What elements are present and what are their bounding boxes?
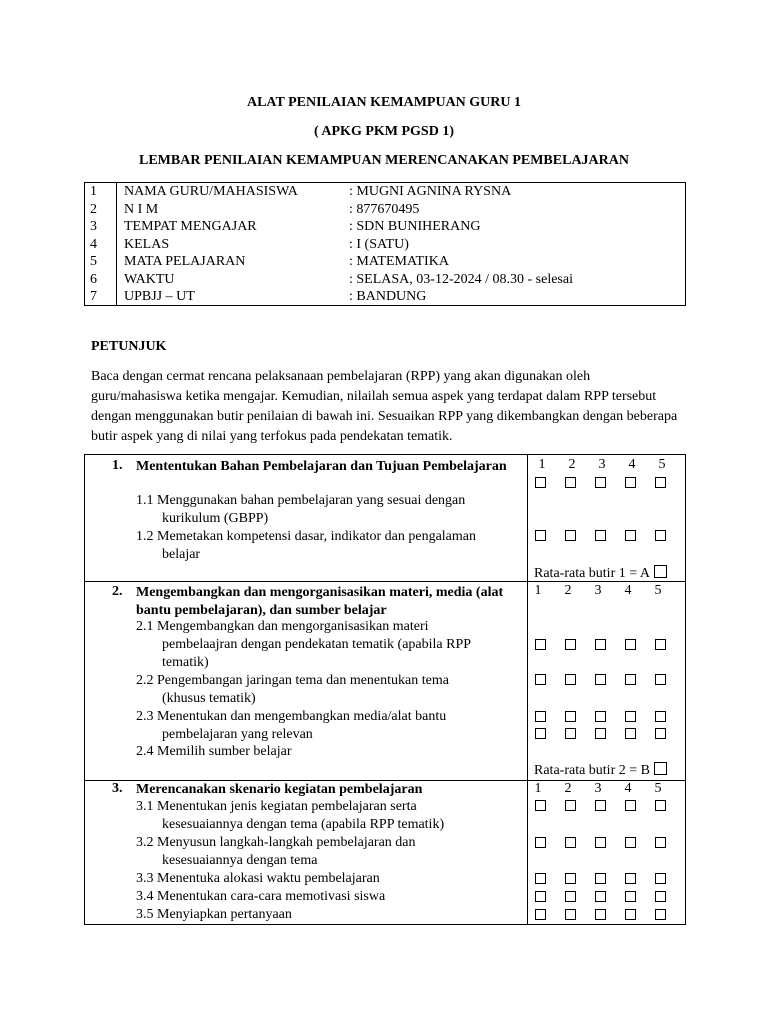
criterion-item: 2.2 Pengembangan jaringan tema dan menentukan tema (khusus tematik) — [136, 673, 449, 706]
score-checkbox[interactable] — [595, 728, 606, 739]
criterion-item: 1.1 Menggunakan bahan pembelajaran yang sesuai dengan kurikulum (GBPP) — [136, 493, 466, 526]
score-checkbox[interactable] — [625, 873, 636, 884]
score-checkbox[interactable] — [535, 800, 546, 811]
score-checkbox[interactable] — [535, 891, 546, 902]
criterion-item: 3.5 Menyiapkan pertanyaan — [136, 907, 292, 922]
score-checkbox[interactable] — [655, 530, 666, 541]
criterion-item: 1.2 Memetakan kompetensi dasar, indikator dan pengalaman belajar — [136, 529, 476, 562]
score-checkbox[interactable] — [625, 530, 636, 541]
score-checkbox[interactable] — [535, 873, 546, 884]
score-checkbox[interactable] — [535, 909, 546, 920]
score-checkbox[interactable] — [535, 477, 546, 488]
score-checkbox[interactable] — [535, 728, 546, 739]
score-checkbox[interactable] — [565, 728, 576, 739]
score-checkbox[interactable] — [655, 837, 666, 848]
score-checkbox[interactable] — [595, 800, 606, 811]
score-checkbox[interactable] — [595, 639, 606, 650]
section-title: Mententukan Bahan Pembelajaran dan Tujuan Pembelajaran — [136, 459, 507, 474]
identity-row: 3 TEMPAT MENGAJAR : SDN BUNIHERANG — [90, 219, 481, 234]
section-number: 1. — [112, 458, 123, 473]
score-checkbox[interactable] — [565, 530, 576, 541]
score-checkbox[interactable] — [595, 909, 606, 920]
score-checkbox[interactable] — [655, 728, 666, 739]
score-checkbox[interactable] — [565, 837, 576, 848]
score-checkbox[interactable] — [655, 873, 666, 884]
assessment-table: 1. Mententukan Bahan Pembelajaran dan Tujuan Pembelajaran 1.1 Menggunakan bahan pembelajaran yang sesuai dengan kurikulum (GBPP) 1.2 Memetakan kompetensi dasar, indikator dan pengalaman belajar 1 2 3 4 5 Rata-rata butir 1 = A 2. Mengembangkan dan mengorganisasikan materi, media (alat bantu pembelajaran), dan sumber belajar 2.1 Mengembangkan dan mengorganisasikan materi pembelaajran dengan pendekatan tematik (apabila RPP tematik) 2.2 Pengembangan jaringan tema dan menentukan tema (khusus tematik) 2.3 Menentukan dan mengembangkan media/alat bantu pembelajaran yang relevan 2.4 Memilih sumber belajar 1 2 3 4 5 Rata-rata butir 2 = B 3. Merencanakan skenario kegiatan pembelajaran 3.1 Menentukan jenis kegiatan pembelajaran serta kesesuaiannya dengan tema (apabila RPP tematik) 3.2 Menyusun langkah-langkah pembelajaran dan kesesuaiannya dengan tema 3.3 Menentuka alokasi waktu pembelajaran 3.4 Menentukan cara-cara memotivasi siswa 3.5 Menyiapkan pertanyaan 1 2 3 4 5 — [84, 454, 686, 925]
score-checkbox[interactable] — [535, 711, 546, 722]
score-checkbox[interactable] — [595, 873, 606, 884]
score-checkbox[interactable] — [655, 477, 666, 488]
score-checkbox[interactable] — [565, 909, 576, 920]
score-checkbox[interactable] — [625, 891, 636, 902]
identity-row: 7 UPBJJ – UT : BANDUNG — [90, 289, 427, 304]
score-checkbox[interactable] — [535, 639, 546, 650]
identity-row: 5 MATA PELAJARAN : MATEMATIKA — [90, 254, 449, 269]
criterion-item: 3.1 Menentukan jenis kegiatan pembelajaran serta kesesuaiannya dengan tema (apabila RPP tematik) — [136, 799, 445, 832]
score-checkbox[interactable] — [535, 674, 546, 685]
score-checkbox[interactable] — [595, 837, 606, 848]
instructions-heading: PETUNJUK — [91, 339, 167, 354]
criterion-item: 3.3 Menentuka alokasi waktu pembelajaran — [136, 871, 380, 886]
score-checkbox[interactable] — [625, 800, 636, 811]
score-checkbox[interactable] — [655, 711, 666, 722]
average-box[interactable] — [654, 762, 667, 775]
score-checkbox[interactable] — [625, 639, 636, 650]
criterion-item: 2.3 Menentukan dan mengembangkan media/alat bantu pembelajaran yang relevan — [136, 709, 447, 742]
score-checkbox[interactable] — [595, 530, 606, 541]
doc-subtitle: ( APKG PKM PGSD 1) — [314, 124, 454, 139]
score-checkbox[interactable] — [655, 674, 666, 685]
criterion-item: 2.1 Mengembangkan dan mengorganisasikan materi pembelaajran dengan pendekatan tematik (apabila RPP tematik) — [136, 619, 472, 670]
criterion-item: 2.4 Memilih sumber belajar — [136, 744, 292, 759]
section-number: 2. — [112, 584, 123, 599]
score-checkbox[interactable] — [655, 891, 666, 902]
score-checkbox[interactable] — [595, 711, 606, 722]
score-checkbox[interactable] — [565, 800, 576, 811]
criterion-item: 3.4 Menentukan cara-cara memotivasi siswa — [136, 889, 386, 904]
score-checkbox[interactable] — [655, 639, 666, 650]
score-checkbox[interactable] — [535, 530, 546, 541]
score-checkbox[interactable] — [625, 837, 636, 848]
identity-row: 1 NAMA GURU/MAHASISWA : MUGNI AGNINA RYSNA — [90, 184, 512, 199]
score-checkbox[interactable] — [625, 728, 636, 739]
score-checkbox[interactable] — [655, 800, 666, 811]
score-checkbox[interactable] — [655, 909, 666, 920]
score-checkbox[interactable] — [565, 873, 576, 884]
score-checkbox[interactable] — [625, 477, 636, 488]
score-checkbox[interactable] — [565, 639, 576, 650]
average-score: Rata-rata butir 1 = A — [534, 565, 667, 582]
average-box[interactable] — [654, 565, 667, 578]
section-title: Mengembangkan dan mengorganisasikan materi, media (alat bantu pembelajaran), dan sumber belajar — [136, 585, 504, 618]
identity-row: 4 KELAS : I (SATU) — [90, 236, 409, 252]
average-score: Rata-rata butir 2 = B — [534, 762, 667, 779]
identity-table — [84, 182, 686, 306]
section-number: 3. — [112, 781, 123, 796]
score-checkbox[interactable] — [595, 674, 606, 685]
score-checkbox[interactable] — [595, 891, 606, 902]
doc-title: ALAT PENILAIAN KEMAMPUAN GURU 1 — [246, 95, 522, 110]
score-checkbox[interactable] — [625, 711, 636, 722]
section-title: Merencanakan skenario kegiatan pembelajaran — [136, 782, 423, 797]
score-checkbox[interactable] — [565, 674, 576, 685]
criterion-item: 3.2 Menyusun langkah-langkah pembelajaran dan kesesuaiannya dengan tema — [136, 835, 416, 868]
score-checkbox[interactable] — [625, 909, 636, 920]
score-checkbox[interactable] — [625, 674, 636, 685]
instructions-text: Baca dengan cermat rencana pelaksanaan pembelajaran (RPP) yang akan digunakan oleh guru/mahasiswa ketika mengajar. Kemudian, nilailah semua aspek yang terdapat dalam RPP tersebut dengan menggunakan butir penilaian di bawah ini. Sesuaikan RPP yang dikembangkan dengan beberapa butir aspek yang di nilai yang terfokus pada pendekatan tematik. — [91, 369, 678, 444]
doc-sheet-title: LEMBAR PENILAIAN KEMAMPUAN MERENCANAKAN PEMBELAJARAN — [139, 153, 629, 168]
score-checkbox[interactable] — [535, 837, 546, 848]
score-checkbox[interactable] — [595, 477, 606, 488]
identity-row: 2 N I M : 877670495 — [90, 201, 420, 217]
score-checkbox[interactable] — [565, 711, 576, 722]
score-checkbox[interactable] — [565, 477, 576, 488]
identity-row: 6 WAKTU : SELASA, 03-12-2024 / 08.30 - selesai — [90, 271, 573, 287]
score-checkbox[interactable] — [565, 891, 576, 902]
